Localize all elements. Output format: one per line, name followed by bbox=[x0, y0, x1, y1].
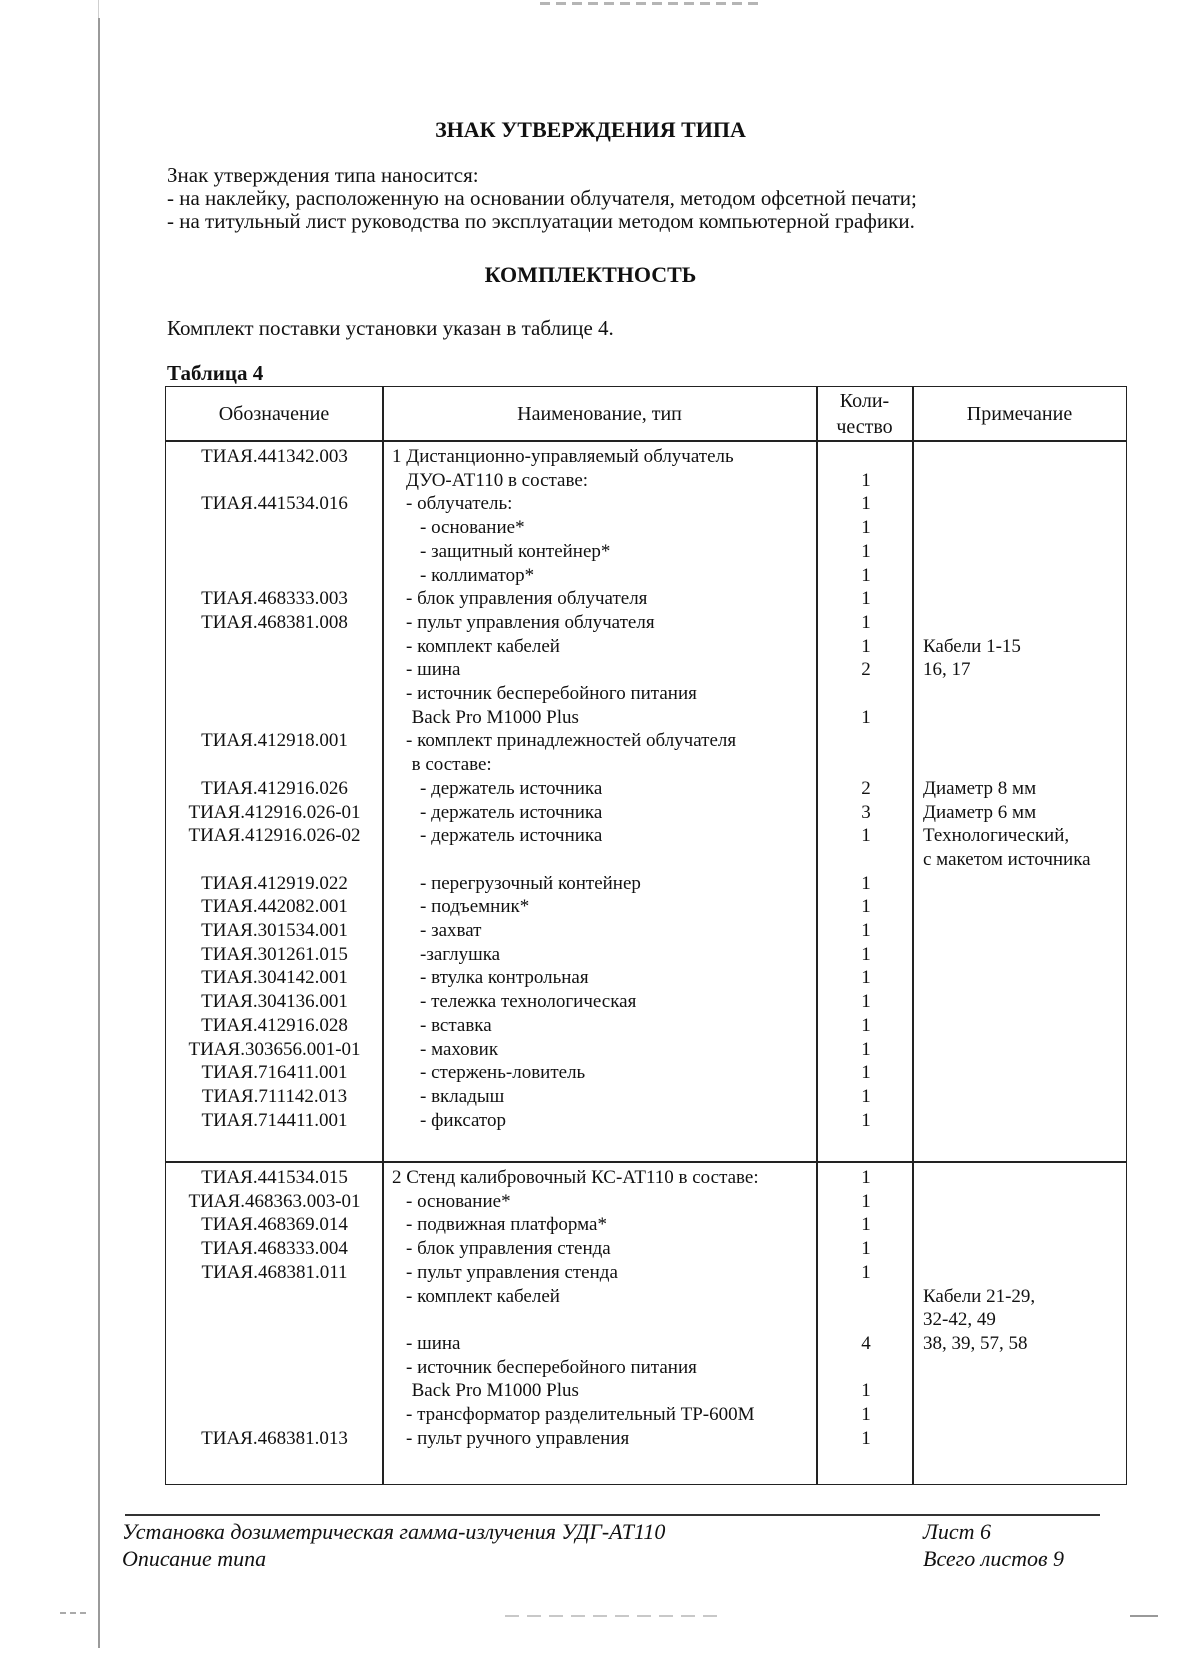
cell-qty: 1 bbox=[861, 1085, 871, 1107]
cell-name: - облучатель: bbox=[406, 493, 513, 515]
cell-name: - трансформатор разделительный ТР-600М bbox=[406, 1404, 755, 1425]
table-row bbox=[166, 705, 1126, 730]
paragraph-intro: Комплект поставки установки указан в таблице 4. bbox=[167, 316, 614, 340]
cell-qty: 1 bbox=[861, 1190, 871, 1212]
scan-artifact bbox=[540, 2, 760, 5]
cell-note: 16, 17 bbox=[923, 659, 971, 681]
cell-qty: 2 bbox=[861, 659, 871, 681]
cell-qty: 4 bbox=[861, 1332, 871, 1354]
table-row bbox=[166, 681, 1126, 706]
table-row bbox=[166, 1212, 1126, 1237]
cell-code: ТИАЯ.301534.001 bbox=[201, 920, 348, 941]
table-row bbox=[166, 657, 1126, 682]
cell-note: Диаметр 8 мм bbox=[923, 777, 1037, 799]
table-row bbox=[166, 965, 1126, 990]
cell-code: ТИАЯ.711142.013 bbox=[201, 1085, 348, 1107]
cell-name: - втулка контрольная bbox=[420, 967, 589, 989]
paragraph-line: Знак утверждения типа наносится: bbox=[167, 163, 479, 187]
section-divider bbox=[166, 1161, 1126, 1163]
cell-code: ТИАЯ.716411.001 bbox=[201, 1062, 348, 1084]
cell-qty: 3 bbox=[861, 801, 871, 823]
cell-name: - держатель источника bbox=[420, 777, 603, 799]
scan-artifact bbox=[1130, 1615, 1158, 1617]
cell-code: ТИАЯ.304136.001 bbox=[201, 991, 348, 1013]
table-row bbox=[166, 1331, 1126, 1356]
cell-note: Кабели 1-15 bbox=[923, 635, 1021, 657]
cell-note: 32-42, 49 bbox=[923, 1309, 996, 1331]
cell-name: - источник бесперебойного питания bbox=[406, 1356, 697, 1378]
cell-code: ТИАЯ.468381.008 bbox=[201, 611, 348, 633]
cell-qty: 1 bbox=[861, 1380, 871, 1402]
cell-qty: 1 bbox=[861, 469, 871, 491]
table-row bbox=[166, 1236, 1126, 1261]
cell-name: - подвижная платформа* bbox=[406, 1214, 607, 1236]
cell-name: - основание* bbox=[406, 1190, 511, 1212]
table-row bbox=[166, 823, 1126, 848]
cell-code: ТИАЯ.304142.001 bbox=[201, 967, 348, 989]
cell-qty: 1 bbox=[861, 1238, 871, 1260]
cell-qty: 1 bbox=[861, 1214, 871, 1236]
cell-name: - шина bbox=[406, 659, 461, 681]
cell-code: ТИАЯ.301261.015 bbox=[201, 943, 348, 965]
cell-code: ТИАЯ.468381.011 bbox=[201, 1261, 348, 1283]
table-row bbox=[166, 1426, 1126, 1451]
cell-code: ТИАЯ.468363.003-01 bbox=[188, 1190, 361, 1212]
table-row bbox=[166, 1060, 1126, 1085]
section-title-completeness: КОМПЛЕКТНОСТЬ bbox=[484, 262, 697, 287]
cell-qty: 1 bbox=[861, 635, 871, 657]
cell-code: ТИАЯ.412919.022 bbox=[201, 872, 348, 894]
cell-qty: 1 bbox=[861, 1014, 871, 1036]
cell-qty: 1 bbox=[861, 493, 871, 515]
cell-name: - комплект кабелей bbox=[406, 635, 560, 657]
cell-name: - блок управления стенда bbox=[406, 1238, 611, 1260]
cell-name: Back Pro M1000 Plus bbox=[411, 1380, 579, 1402]
cell-name: - держатель источника bbox=[420, 825, 603, 847]
cell-name: - стержень-ловитель bbox=[420, 1062, 586, 1084]
table-row bbox=[166, 1084, 1126, 1109]
header-name: Наименование, тип bbox=[517, 403, 682, 425]
table-row bbox=[166, 942, 1126, 967]
paragraph-line: - на титульный лист руководства по эксплуатации методом компьютерной графики. bbox=[167, 209, 915, 233]
cell-name: в составе: bbox=[411, 754, 492, 776]
table-row bbox=[166, 444, 1126, 469]
cell-name: - источник бесперебойного питания bbox=[406, 683, 697, 704]
table-row bbox=[166, 563, 1126, 588]
table-row bbox=[166, 1108, 1126, 1133]
cell-name: Back Pro M1000 Plus bbox=[411, 706, 579, 728]
footer-doc-title: Установка дозиметрическая гамма-излучения УДГ-АТ110 bbox=[122, 1519, 666, 1544]
cell-name: - основание* bbox=[420, 517, 525, 539]
cell-qty: 1 bbox=[861, 706, 871, 728]
header-qty-line2: чество bbox=[836, 416, 893, 438]
cell-name: - подъемник* bbox=[420, 896, 530, 918]
cell-code: ТИАЯ.441534.016 bbox=[201, 493, 348, 515]
header-note: Примечание bbox=[966, 403, 1073, 425]
cell-name: - захват bbox=[420, 920, 482, 941]
cell-code: ТИАЯ.441534.015 bbox=[201, 1167, 348, 1188]
table-row bbox=[166, 491, 1126, 516]
table-row bbox=[166, 800, 1126, 825]
footer-sheet-number: Лист 6 bbox=[923, 1519, 992, 1544]
paragraph-line: - на наклейку, расположенную на основании облучателя, методом офсетной печати; bbox=[167, 186, 917, 210]
cell-qty: 1 bbox=[861, 920, 871, 941]
cell-qty: 1 bbox=[861, 611, 871, 633]
cell-name: - защитный контейнер* bbox=[420, 540, 611, 562]
cell-name: - комплект кабелей bbox=[406, 1285, 560, 1307]
table-row bbox=[166, 989, 1126, 1014]
table-caption: Таблица 4 bbox=[167, 361, 264, 385]
cell-code: ТИАЯ.468333.004 bbox=[201, 1238, 348, 1260]
cell-qty: 1 bbox=[861, 517, 871, 539]
cell-qty: 1 bbox=[861, 825, 871, 847]
cell-note: с макетом источника bbox=[923, 848, 1091, 870]
cell-code: ТИАЯ.441342.003 bbox=[201, 446, 348, 467]
cell-qty: 1 bbox=[861, 991, 871, 1013]
table-row bbox=[166, 894, 1126, 919]
footer-total-sheets: Всего листов 9 bbox=[923, 1546, 1065, 1571]
cell-code: ТИАЯ.442082.001 bbox=[201, 896, 348, 918]
cell-qty: 2 bbox=[861, 777, 871, 799]
table-row bbox=[166, 1402, 1126, 1427]
table-row bbox=[166, 1355, 1126, 1380]
cell-name: - держатель источника bbox=[420, 801, 603, 823]
cell-qty: 1 bbox=[861, 1038, 871, 1060]
cell-name: - пульт управления облучателя bbox=[406, 611, 655, 633]
cell-name: - шина bbox=[406, 1332, 461, 1354]
cell-code: ТИАЯ.468381.013 bbox=[201, 1427, 348, 1449]
cell-name: - пульт управления стенда bbox=[406, 1261, 618, 1283]
cell-name: 1 Дистанционно-управляемый облучатель bbox=[392, 446, 734, 467]
table-row bbox=[166, 871, 1126, 896]
cell-qty: 1 bbox=[861, 1427, 871, 1449]
cell-qty: 1 bbox=[861, 896, 871, 918]
table-row bbox=[166, 1284, 1126, 1309]
table-row bbox=[166, 634, 1126, 659]
table-row bbox=[166, 539, 1126, 564]
footer-doc-subtitle: Описание типа bbox=[122, 1546, 267, 1571]
cell-code: ТИАЯ.412918.001 bbox=[201, 730, 348, 752]
cell-qty: 1 bbox=[861, 1109, 871, 1131]
cell-note: 38, 39, 57, 58 bbox=[923, 1332, 1028, 1354]
table-row bbox=[166, 918, 1126, 943]
cell-name: - тележка технологическая bbox=[420, 991, 637, 1013]
cell-name: - фиксатор bbox=[420, 1109, 506, 1131]
cell-name: ДУО-АТ110 в составе: bbox=[406, 469, 589, 491]
cell-qty: 1 bbox=[861, 1404, 871, 1425]
cell-code: ТИАЯ.468369.014 bbox=[201, 1214, 348, 1236]
cell-code: ТИАЯ.412916.026-01 bbox=[188, 801, 361, 823]
cell-name: - коллиматор* bbox=[420, 564, 535, 586]
cell-qty: 1 bbox=[861, 588, 871, 610]
table-row bbox=[166, 1260, 1126, 1285]
table-row bbox=[166, 1189, 1126, 1214]
cell-note: Технологический, bbox=[923, 825, 1070, 847]
cell-qty: 1 bbox=[861, 540, 871, 562]
table-row bbox=[166, 752, 1126, 777]
cell-name: - пульт ручного управления bbox=[406, 1427, 630, 1449]
section-title-approval-mark: ЗНАК УТВЕРЖДЕНИЯ ТИПА bbox=[435, 117, 746, 142]
table-row bbox=[166, 610, 1126, 635]
table-row bbox=[166, 468, 1126, 493]
cell-qty: 1 bbox=[861, 1167, 871, 1188]
table-row bbox=[166, 1378, 1126, 1403]
table-row bbox=[166, 847, 1126, 872]
cell-qty: 1 bbox=[861, 943, 871, 965]
cell-name: - маховик bbox=[420, 1038, 499, 1060]
cell-name: - вставка bbox=[420, 1014, 492, 1036]
table-row bbox=[166, 586, 1126, 611]
cell-name: - перегрузочный контейнер bbox=[420, 872, 641, 894]
cell-name: 2 Стенд калибровочный КС-АТ110 в составе: bbox=[392, 1167, 759, 1188]
table-row bbox=[166, 776, 1126, 801]
cell-code: ТИАЯ.714411.001 bbox=[201, 1109, 348, 1131]
footer-divider bbox=[125, 1514, 1100, 1516]
cell-qty: 1 bbox=[861, 872, 871, 894]
cell-code: ТИАЯ.468333.003 bbox=[201, 588, 348, 610]
cell-code: ТИАЯ.412916.026-02 bbox=[188, 825, 361, 847]
cell-qty: 1 bbox=[861, 1062, 871, 1084]
cell-qty: 1 bbox=[861, 564, 871, 586]
table-row bbox=[166, 515, 1126, 540]
cell-code: ТИАЯ.412916.028 bbox=[201, 1014, 348, 1036]
cell-name: - блок управления облучателя bbox=[406, 588, 648, 610]
cell-name: - комплект принадлежностей облучателя bbox=[406, 730, 737, 752]
table-row bbox=[166, 1013, 1126, 1038]
cell-name: - вкладыш bbox=[420, 1085, 505, 1107]
cell-qty: 1 bbox=[861, 967, 871, 989]
cell-name: -заглушка bbox=[420, 943, 501, 965]
cell-note: Кабели 21-29, bbox=[923, 1285, 1036, 1307]
header-code: Обозначение bbox=[218, 403, 330, 425]
header-qty-line1: Коли- bbox=[839, 390, 890, 412]
scan-artifact bbox=[98, 0, 99, 18]
table-row bbox=[166, 1037, 1126, 1062]
scan-artifact bbox=[505, 1615, 720, 1617]
kit-table bbox=[165, 386, 1127, 1485]
table-row bbox=[166, 1165, 1126, 1190]
scan-artifact bbox=[60, 1612, 90, 1614]
cell-note: Диаметр 6 мм bbox=[923, 801, 1037, 823]
cell-qty: 1 bbox=[861, 1261, 871, 1283]
header-qty bbox=[817, 387, 912, 441]
table-row bbox=[166, 728, 1126, 753]
table-row bbox=[166, 1307, 1126, 1332]
cell-code: ТИАЯ.303656.001-01 bbox=[188, 1038, 361, 1060]
cell-code: ТИАЯ.412916.026 bbox=[201, 777, 348, 799]
